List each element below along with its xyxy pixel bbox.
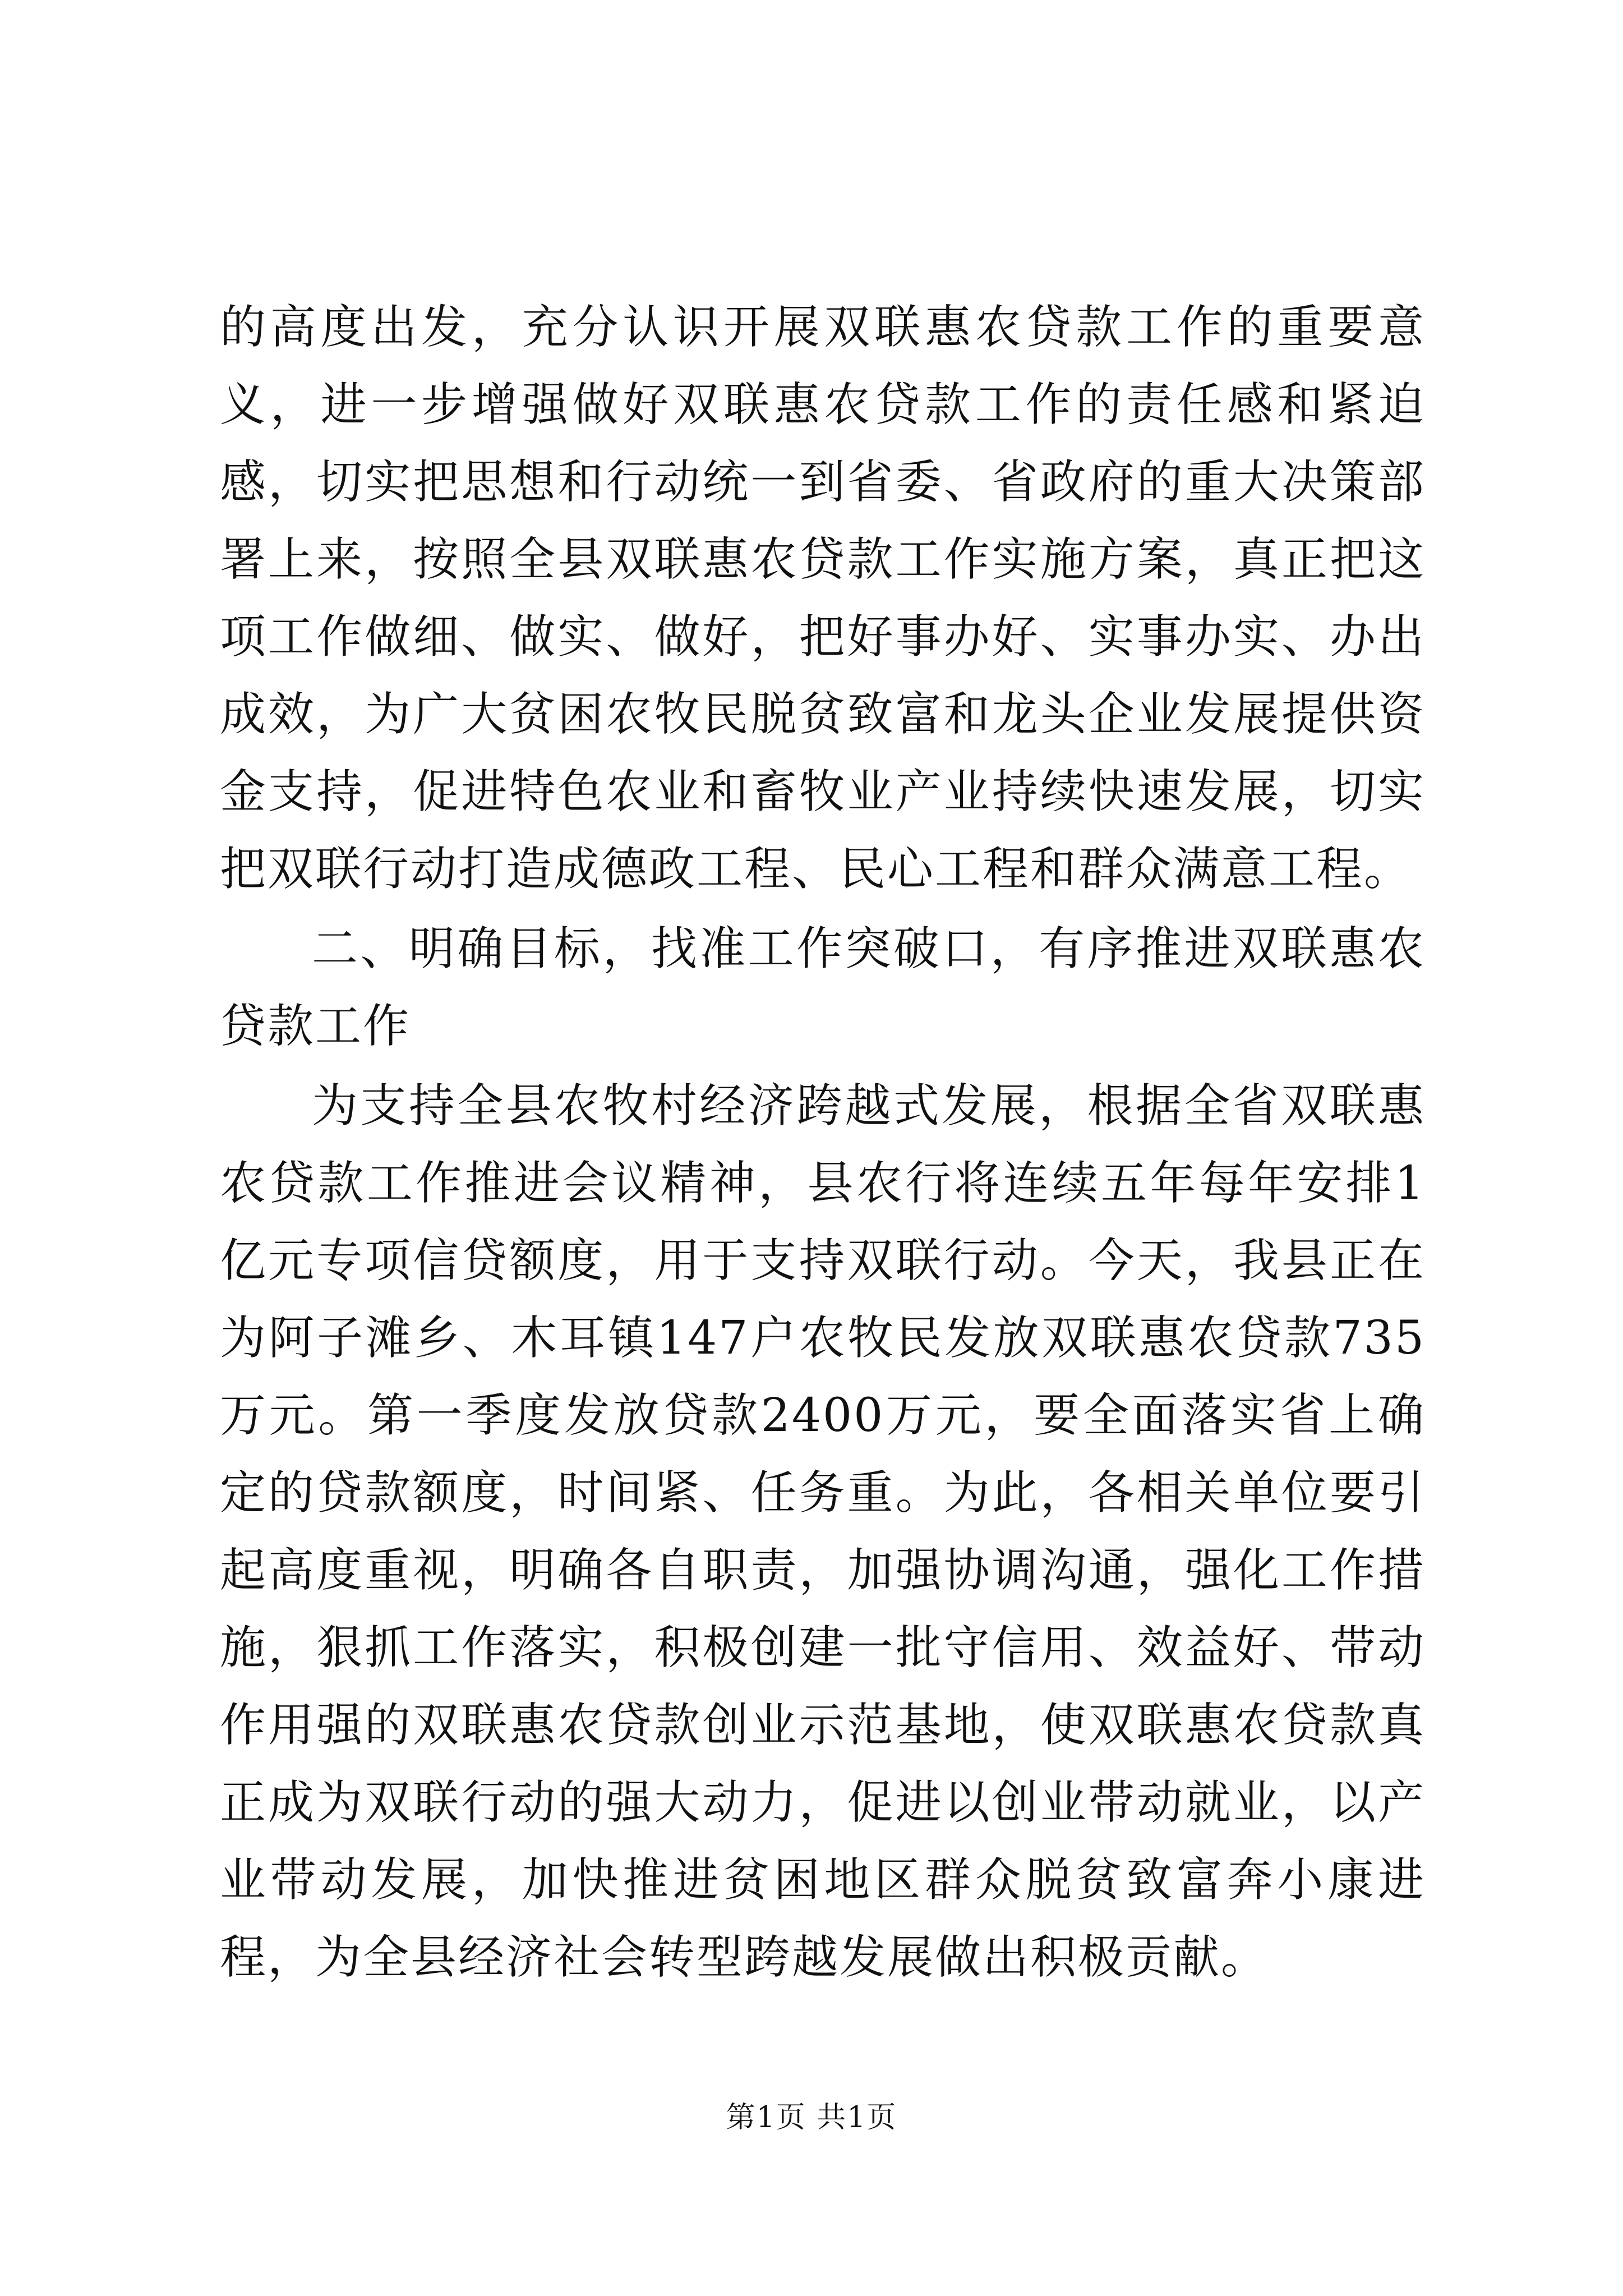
paragraph-continuation: 的高度出发，充分认识开展双联惠农贷款工作的重要意义，进一步增强做好双联惠农贷款工作的责任感和紧迫感，切实把思想和行动统一到省委、省政府的重大决策部署上来，按照全县双联惠农贷款工作实施方案，真正把这项工作做细、做实、做好，把好事办好、实事办实、办出成效，为广大贫困农牧民脱贫致富和龙头企业发展提供资金支持，促进特色农业和畜牧业产业持续快速发展，切实把双联行动打造成德政工程、民心工程和群众满意工程。 — [220, 301, 1426, 896]
section-heading: 二、明确目标，找准工作突破口，有序推进双联惠农贷款工作 — [220, 922, 1426, 1053]
paragraph-body: 为支持全县农牧村经济跨越式发展，根据全省双联惠农贷款工作推进会议精神，县农行将连续五年每年安排1亿元专项信贷额度，用于支持双联行动。今天，我县正在为阿子滩乡、木耳镇147户农牧民发放双联惠农贷款735万元。第一季度发放贷款2400万元，要全面落实省上确定的贷款额度，时间紧、任务重。为此，各相关单位要引起高度重视，明确各自职责，加强协调沟通，强化工作措施，狠抓工作落实，积极创建一批守信用、效益好、带动作用强的双联惠农贷款创业示范基地，使双联惠农贷款真正成为双联行动的强大动力，促进以创业带动就业，以产业带动发展，加快推进贫困地区群众脱贫致富奔小康进程，为全县经济社会转型跨越发展做出积极贡献。 — [220, 1079, 1426, 1984]
page-number-footer: 第1页 共1页 — [726, 2101, 897, 2134]
document-body — [220, 289, 1426, 1999]
